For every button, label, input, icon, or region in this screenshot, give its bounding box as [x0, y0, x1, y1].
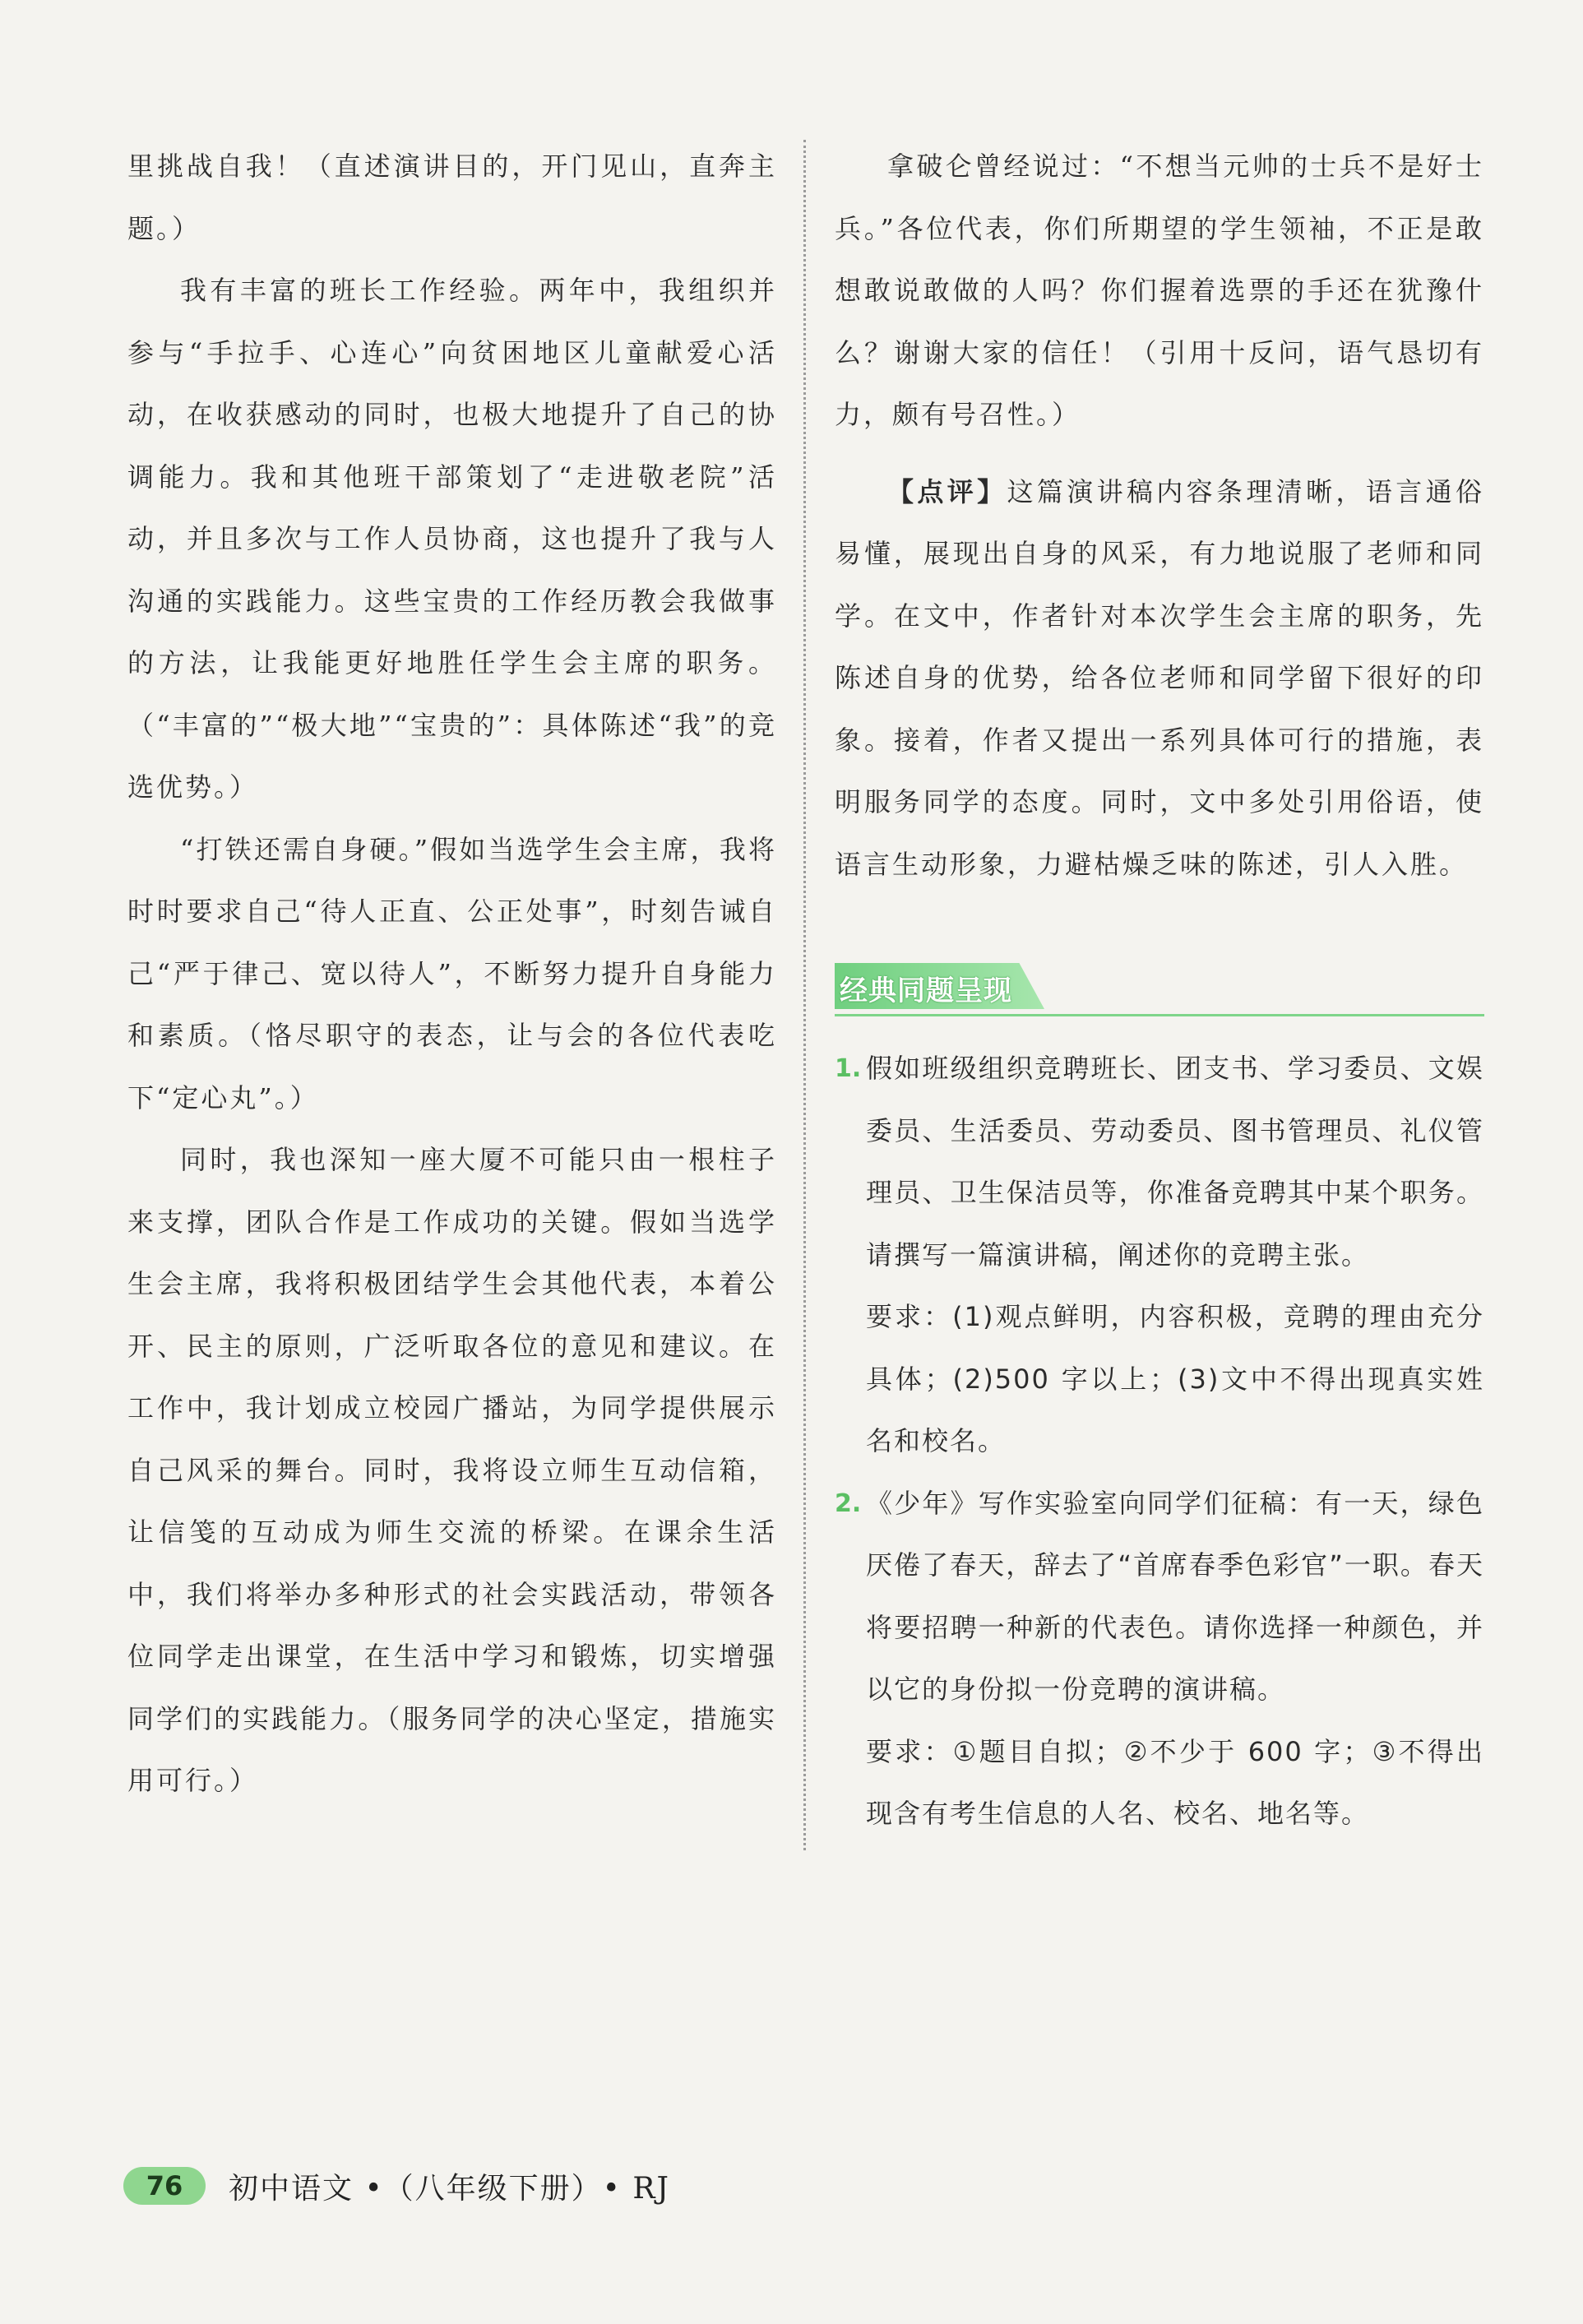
page-footer	[123, 2161, 670, 2211]
question-body	[866, 1473, 1484, 1845]
left-paragraph-4: 同时，我也深知一座大厦不可能只由一根柱子来支撑，团队合作是工作成功的关键。假如当选学生会主席，我将积极团结学生会其他代表，本着公开、民主的原则，广泛听取各位的意见和建议。在工作中，我计划成立校园广播站，为同学提供展示自己风采的舞台。同时，我将设立师生互动信箱，让信笺的互动成为师生交流的桥梁。在课余生活中，我们将举办多种形式的社会实践活动，带领各位同学走出课堂，在生活中学习和锻炼，切实增强同学们的实践能力。（服务同学的决心坚定，措施实用可行。）	[127, 1144, 777, 1796]
question-body	[866, 1038, 1484, 1473]
section-header	[835, 961, 1484, 1016]
comment-paragraph	[835, 461, 1484, 896]
left-column	[127, 136, 777, 1812]
column-divider	[803, 140, 806, 1850]
question-requirement: 要求：(1)观点鲜明，内容积极，竞聘的理由充分具体；(2)500 字以上；(3)文中不得出现真实姓名和校名。	[866, 1301, 1484, 1456]
comment-text: 这篇演讲稿内容条理清晰，语言通俗易懂，展现出自身的风采，有力地说服了老师和同学。在文中，作者针对本次学生会主席的职务，先陈述自身的优势，给各位老师和同学留下很好的印象。接着，作者又提出一系列具体可行的措施，表明服务同学的态度。同时，文中多处引用俗语，使语言生动形象，力避枯燥乏味的陈述，引人入胜。	[835, 475, 1484, 880]
question-1	[835, 1038, 1484, 1473]
question-prompt: 假如班级组织竞聘班长、团支书、学习委员、文娱委员、生活委员、劳动委员、图书管理员、礼仪管理员、卫生保洁员等，你准备竞聘其中某个职务。请撰写一篇演讲稿，阐述你的竞聘主张。	[866, 1053, 1484, 1271]
question-number: 1.	[835, 1054, 862, 1083]
section-title: 经典同题呈现	[840, 975, 1012, 1007]
question-number: 2.	[835, 1488, 862, 1518]
question-prompt: 《少年》写作实验室向同学们征稿：有一天，绿色厌倦了春天，辞去了“首席春季色彩官”一职。春天将要招聘一种新的代表色。请你选择一种颜色，并以它的身份拟一份竞聘的演讲稿。	[866, 1487, 1484, 1705]
page-number-badge: 76	[123, 2167, 206, 2205]
left-paragraph-1: 里挑战自我！（直述演讲目的，开门见山，直奔主题。）	[127, 150, 777, 244]
closing-paragraph: 拿破仑曾经说过：“不想当元帅的士兵不是好士兵。”各位代表，你们所期望的学生领袖，不正是敢想敢说敢做的人吗？你们握着选票的手还在犹豫什么？谢谢大家的信任！（引用十反问，语气恳切有力，颇有号召性。）	[835, 150, 1484, 430]
question-requirement: 要求：①题目自拟；②不少于 600 字；③不得出现含有考生信息的人名、校名、地名等。	[866, 1735, 1484, 1829]
left-paragraph-2: 我有丰富的班长工作经验。两年中，我组织并参与“手拉手、心连心”向贫困地区儿童献爱心活动，在收获感动的同时，也极大地提升了自己的协调能力。我和其他班干部策划了“走进敬老院”活动，并且多次与工作人员协商，这也提升了我与人沟通的实践能力。这些宝贵的工作经历教会我做事的方法，让我能更好地胜任学生会主席的职务。（“丰富的”“极大地”“宝贵的”：具体陈述“我”的竞选优势。）	[127, 275, 777, 803]
book-title: 初中语文 •（八年级下册）• RJ	[229, 2171, 670, 2206]
right-column	[835, 136, 1484, 1845]
comment-tag: 【点评】	[887, 475, 1007, 507]
left-paragraph-3: “打铁还需自身硬。”假如当选学生会主席，我将时时要求自己“待人正直、公正处事”，时刻告诫自己“严于律己、宽以待人”，不断努力提升自身能力和素质。（恪尽职守的表态，让与会的各位代表吃下“定心丸”。）	[127, 833, 777, 1113]
question-2	[835, 1473, 1484, 1845]
